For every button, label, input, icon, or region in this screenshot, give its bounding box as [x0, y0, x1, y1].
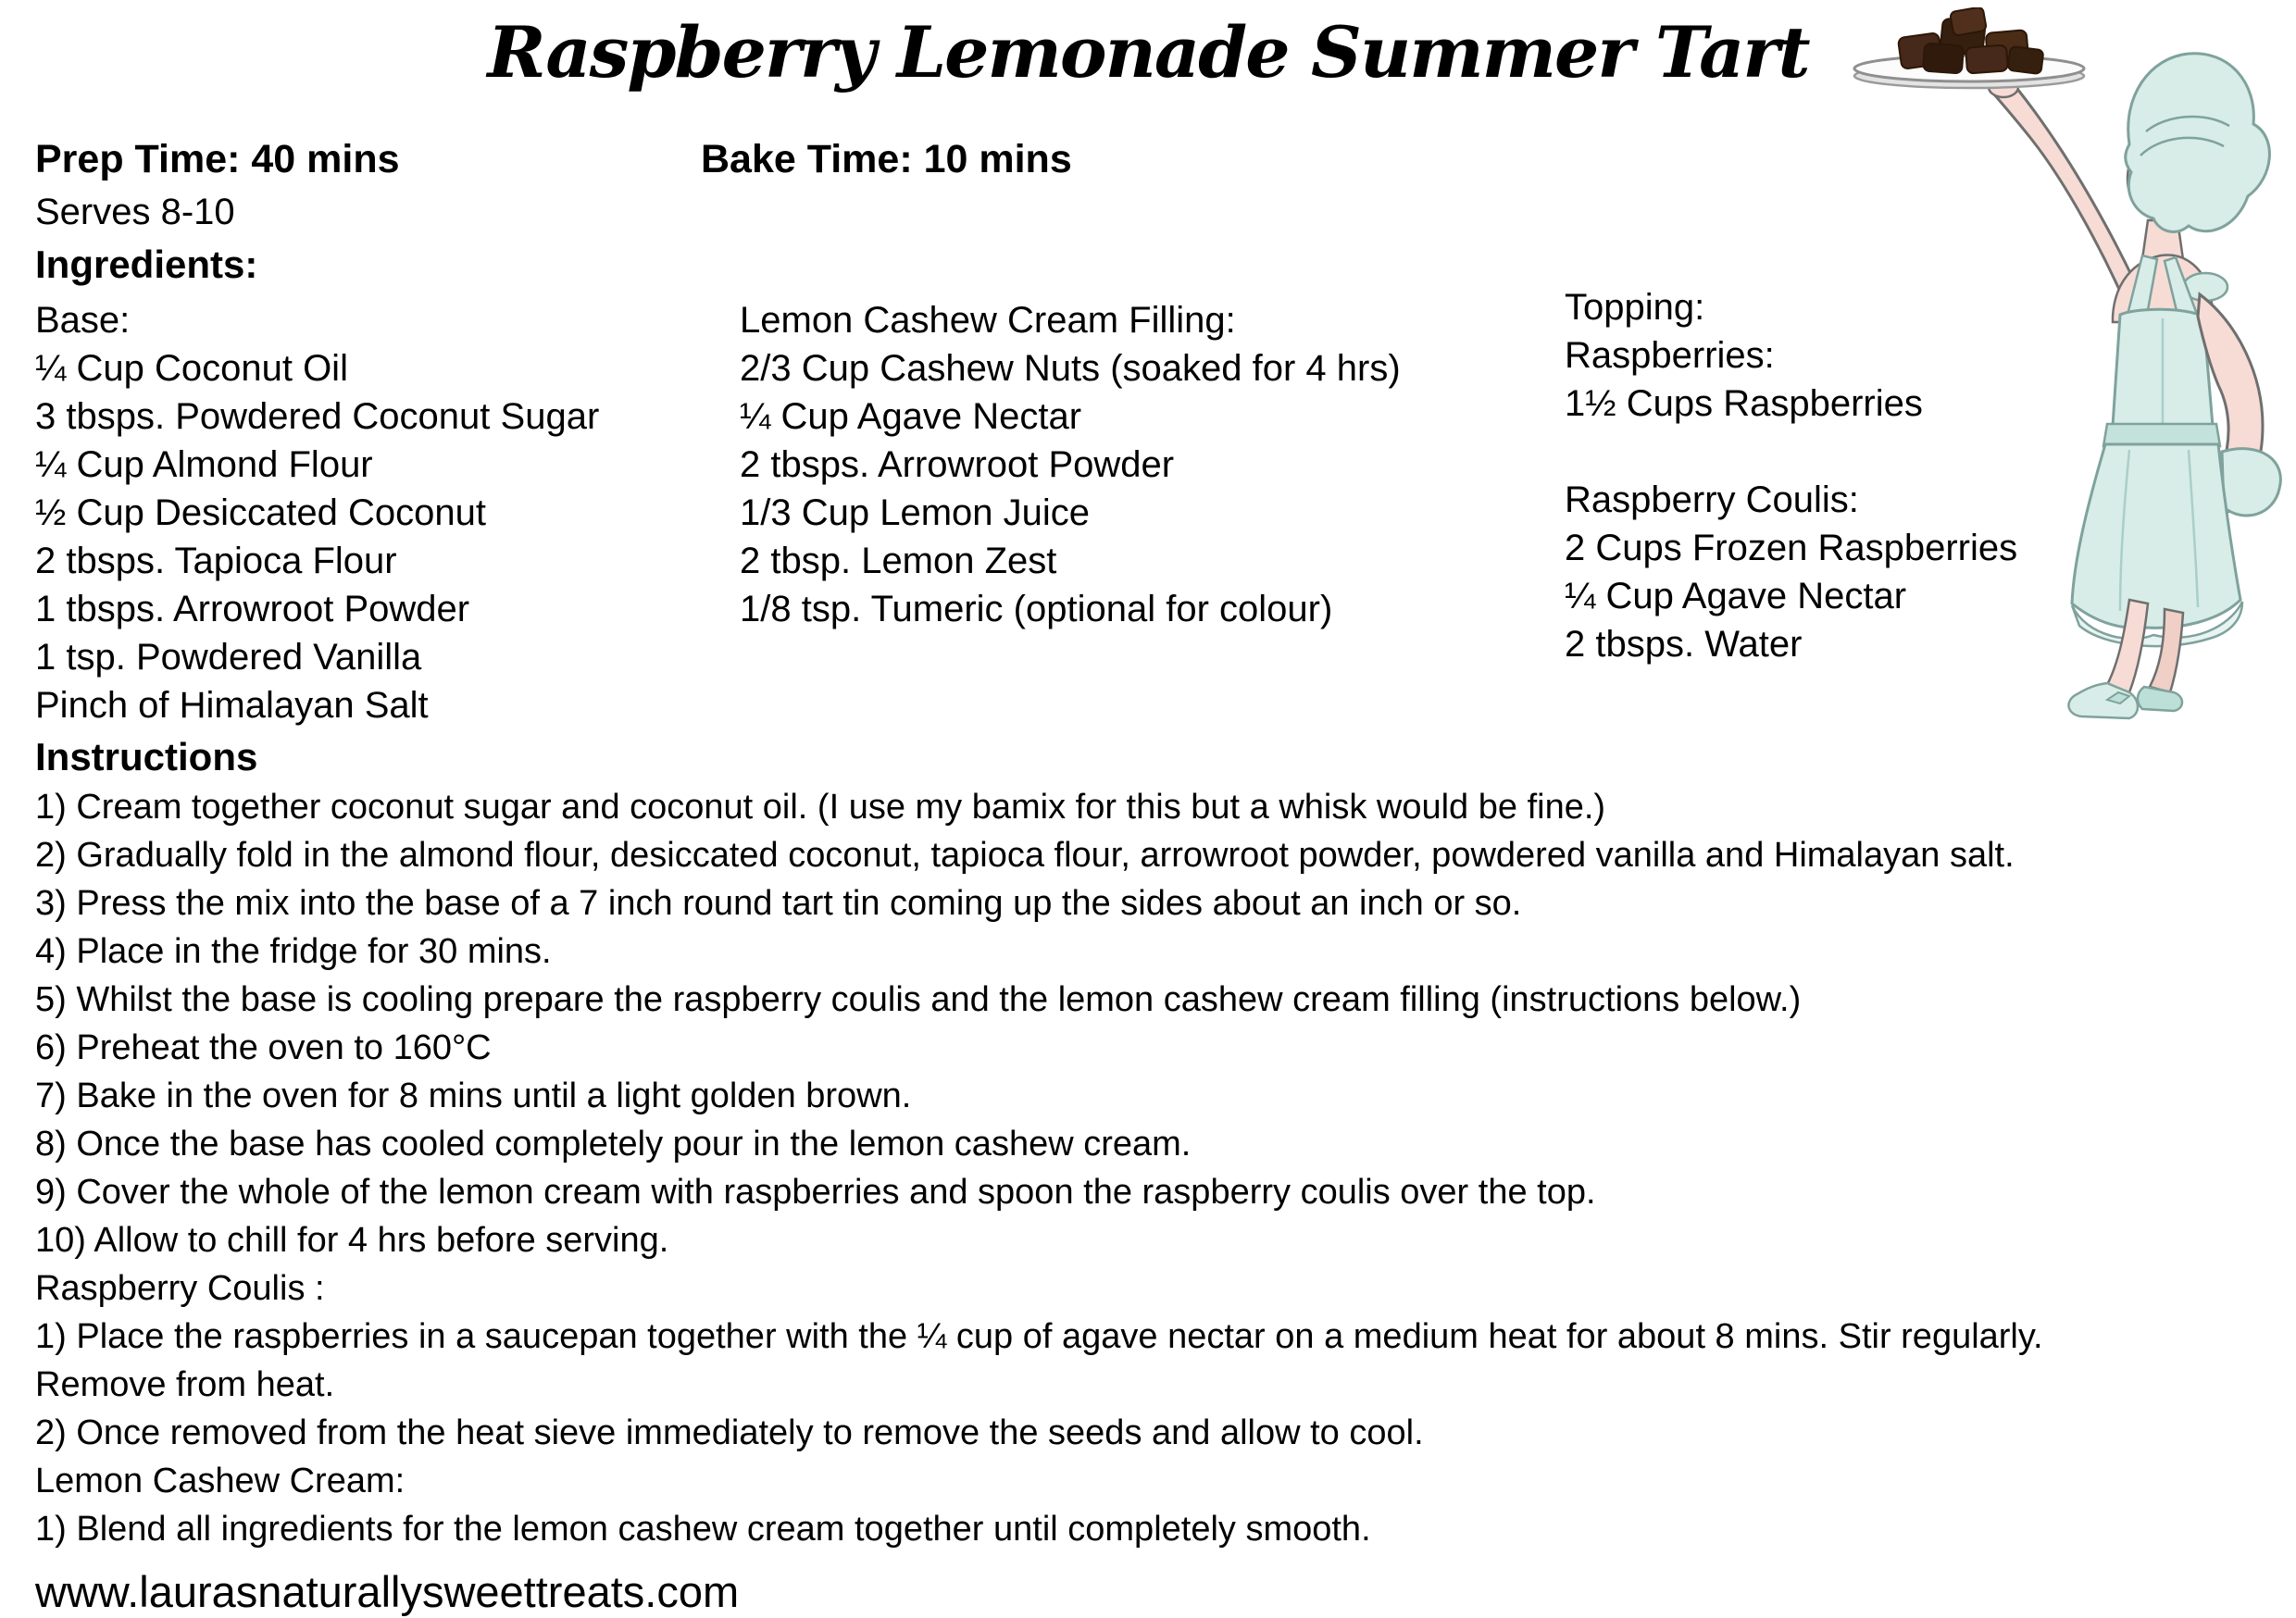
- topping-subheading: Raspberries:: [1565, 335, 1775, 376]
- instructions-list: [35, 783, 2043, 1553]
- ingredient-item: 1/3 Cup Lemon Juice: [740, 492, 1091, 533]
- bake-time: Bake Time: 10 mins: [701, 137, 1072, 181]
- ingredients-filling-column: [740, 296, 1401, 633]
- ingredients-base-column: [35, 296, 599, 729]
- instruction-step: 9) Cover the whole of the lemon cream with raspberries and spoon the raspberry coulis over the top.: [35, 1173, 1596, 1212]
- instruction-step: 8) Once the base has cooled completely pour in the lemon cashew cream.: [35, 1125, 1192, 1164]
- ingredients-heading: Ingredients:: [35, 243, 258, 286]
- instruction-step: 1) Blend all ingredients for the lemon cashew cream together until completely smooth.: [35, 1510, 1371, 1549]
- instruction-step: 6) Preheat the oven to 160°C: [35, 1028, 492, 1067]
- ingredient-item: ¼ Cup Coconut Oil: [35, 348, 348, 389]
- ingredient-item: ¼ Cup Agave Nectar: [1565, 576, 1907, 616]
- instruction-step: 3) Press the mix into the base of a 7 inch round tart tin coming up the sides about an inch or so.: [35, 884, 1522, 923]
- plate-of-brownies-icon: [1854, 7, 2084, 88]
- instruction-step: Remove from heat.: [35, 1365, 335, 1404]
- brownies-icon: [1898, 7, 2044, 74]
- ingredient-item: 3 tbsps. Powdered Coconut Sugar: [35, 396, 600, 437]
- coulis-heading: Raspberry Coulis:: [1565, 479, 1859, 520]
- instruction-step: 1) Place the raspberries in a saucepan together with the ¼ cup of agave nectar on a medium heat for about 8 mins. Stir regularly.: [35, 1317, 2043, 1356]
- instruction-step: 7) Bake in the oven for 8 mins until a light golden brown.: [35, 1077, 912, 1115]
- instruction-step: 2) Gradually fold in the almond flour, desiccated coconut, tapioca flour, arrowroot powder, powdered vanilla and Himalayan salt.: [35, 836, 2015, 875]
- skirt: [2072, 444, 2240, 628]
- instruction-step: 4) Place in the fridge for 30 mins.: [35, 932, 552, 971]
- ingredient-item: 2 tbsps. Water: [1565, 624, 1803, 665]
- ingredient-item: ½ Cup Desiccated Coconut: [35, 492, 486, 533]
- head: [2126, 54, 2270, 259]
- ingredient-item: 2 tbsps. Arrowroot Powder: [740, 444, 1175, 485]
- prep-time: Prep Time: 40 mins: [35, 137, 400, 181]
- website-url: www.laurasnaturallysweettreats.com: [35, 1567, 740, 1616]
- instruction-step: Lemon Cashew Cream:: [35, 1462, 406, 1500]
- back-shoe-icon: [2138, 687, 2182, 711]
- ingredient-item: 2 Cups Frozen Raspberries: [1565, 528, 2018, 568]
- base-heading: Base:: [35, 300, 131, 341]
- recipe-title: Raspberry Lemonade Summer Tart: [487, 11, 1809, 93]
- ingredient-item: 1 tbsps. Arrowroot Powder: [35, 589, 470, 629]
- instruction-step: 2) Once removed from the heat sieve immediately to remove the seeds and allow to cool.: [35, 1413, 1424, 1452]
- ingredient-item: 2/3 Cup Cashew Nuts (soaked for 4 hrs): [740, 348, 1401, 389]
- waistband: [2103, 424, 2220, 446]
- ingredient-item: 1 tsp. Powdered Vanilla: [35, 637, 422, 678]
- ingredient-item: 1/8 tsp. Tumeric (optional for colour): [740, 589, 1333, 629]
- instruction-step: 10) Allow to chill for 4 hrs before serving.: [35, 1221, 669, 1260]
- ingredient-item: 2 tbsp. Lemon Zest: [740, 541, 1057, 581]
- apron-bow-icon: [2222, 449, 2280, 516]
- ingredient-item: ¼ Cup Agave Nectar: [740, 396, 1082, 437]
- chef-headwrap-icon: [2126, 54, 2270, 232]
- topping-heading: Topping:: [1565, 287, 1705, 328]
- ingredient-item: Pinch of Himalayan Salt: [35, 685, 429, 726]
- baker-illustration: [1761, 7, 2296, 731]
- legs: [2068, 600, 2183, 718]
- filling-heading: Lemon Cashew Cream Filling:: [740, 300, 1236, 341]
- serves: Serves 8-10: [35, 192, 235, 232]
- instruction-step: 1) Cream together coconut sugar and coconut oil. (I use my bamix for this but a whisk would be fine.): [35, 788, 1606, 827]
- instruction-step: 5) Whilst the base is cooling prepare the raspberry coulis and the lemon cashew cream filling (instructions below.): [35, 980, 1802, 1019]
- ingredient-item: 1½ Cups Raspberries: [1565, 383, 1923, 424]
- ingredient-item: 2 tbsps. Tapioca Flour: [35, 541, 397, 581]
- instructions-heading: Instructions: [35, 735, 258, 778]
- instruction-step: Raspberry Coulis :: [35, 1269, 325, 1308]
- ingredient-item: ¼ Cup Almond Flour: [35, 444, 373, 485]
